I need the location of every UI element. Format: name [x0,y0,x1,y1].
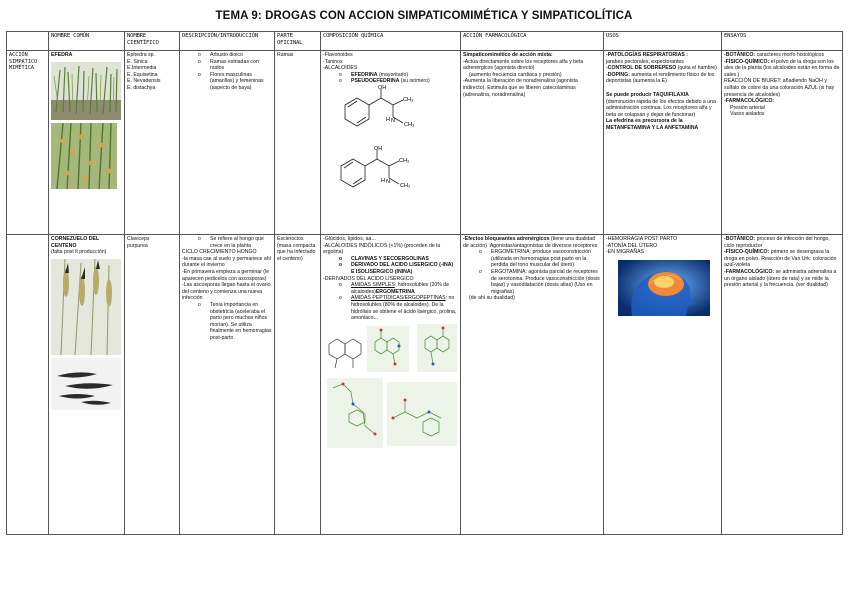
efedra-description-item: o Arbusto dioico [210,52,272,59]
cornezuelo-comp-line: -DERIVADOS DEL ACIDO LISÉRGICO [323,275,414,282]
cornezuelo-desc-list [182,236,272,249]
efedra-scientific-names [125,51,180,235]
section-label: ACCIÓN SIMPATICO MIMÉTICA [7,51,49,235]
header-assays: ENSAYOS [722,32,843,51]
efedra-assay-title: -FÍSICO-QUÍMICO: [724,58,770,65]
efedra-uses-line: jarabes pectorales, expectorantes [606,58,684,65]
efedra-uses-title: Se puede producir TAQUIFILAXIA [606,91,689,98]
pseudoephedrine-n-label: N [386,178,390,185]
header-common-name: NOMBRE COMÚN [49,32,125,51]
cornezuelo-action-item: o ERGOTAMINA: agonista parcial de receptores de serotonina. Produce vasoconstricción (dosis bajas) y vasodilatación (dosis altas) (Uso en migrañas) [491,269,601,295]
ergot-alkaloid-structures [323,322,459,452]
header-chemical-composition: COMPOSICIÓN QUÍMICA [321,32,461,51]
cornezuelo-common-name: CORNEZUELO DEL CENTENO [51,236,100,249]
efedra-uses-line: (disminución rápida de los efectos debido a una administración continua. Los receptores alfa y beta se colapsan y dejan de funcionar) [606,98,716,118]
efedra-description-item: o Ramas estriadas con nudos [210,59,272,72]
efedra-assay-text: el polvo de la droga son los ales de la planta (los alcaloides están en forma de sales ) [724,58,840,78]
efedra-common-name-cell [49,51,125,235]
cornezuelo-assay-text: se administra adrenalina a un órgano aislado (útero de rata) y se mide la presión arterial y la frecuencia. (ver dualidad) [724,268,837,289]
cornezuelo-amide-item [351,295,458,321]
efedra-uses-title: -DOPING: [606,71,630,78]
cornezuelo-assay-title: -FARMACOLÓGICO: [724,268,775,275]
efedra-assay-title: -BOTÁNICO: [724,52,756,58]
cornezuelo-action-tail: (de ahí su dualidad) [469,295,515,302]
cornezuelo-uses [604,235,722,535]
cornezuelo-sci-name: purpurea [127,242,148,249]
amidas-peptidicas-text: : no hidrosolubles (80% de alcaloides). De la hidrólisis se obtiene el ácido lisérgico, prolina, amoniaco... [351,295,457,322]
efedra-sci-name: E. distachya [127,84,156,91]
cornezuelo-assay-title: -FÍSICO-QUÍMICO: [724,249,770,256]
efedra-uses-title: La efedrina es precursora de la METANFETAMINA Y LA ANFETAMINA [606,118,699,131]
cornezuelo-section-cell [7,235,49,535]
efedra-uses-title: -PATOLOGÍAS RESPIRATORIAS : [606,52,688,58]
amidas-peptidicas-label: AMIDAS PEPTÍDICAS/ERGOPEPTINAS [351,295,446,302]
efedra-uses-title: -CONTROL DE SOBREPESO [606,65,677,72]
pseudoephedrine-structure [323,146,433,202]
cornezuelo-comp-line: -Glúcidos, lípidos, aa... [323,236,376,242]
efedra-comp-line: -Taninos [323,58,343,65]
cornezuelo-use: -HEMORRAGIA POST PARTO [606,236,678,242]
header-empty [7,32,49,51]
cornezuelo-sclerotia-photo [51,358,121,410]
ergometrina-label: ERGOMETRINA [375,288,415,295]
efedra-assay-line [724,52,840,59]
header-description: DESCRIPCIÓN/INTRODUCCIÓN [180,32,275,51]
ephedrine-ch3-label: CH₃ [403,96,414,103]
header-uses: USOS [604,32,722,51]
cornezuelo-action-list [463,249,601,295]
efedra-alkaloid-item [351,78,458,85]
efedra-composition [321,51,461,235]
ephedrine-n-label: N [391,117,395,124]
pseudoefedrina-note: (su isómero) [399,78,430,85]
efedra-sci-name: E. Sinica [127,58,148,65]
cornezuelo-alkaloid-list [323,256,458,276]
cornezuelo-scientific-name [125,235,180,535]
efedra-sci-name: E. Nevadensis [127,78,161,85]
efedra-sci-name: Ephedra sp. [127,52,155,58]
efedra-action-line: -Actúa directamente sobre los receptores alfa y beta adrenérgicos (agonista directo) [463,58,584,72]
cornezuelo-desc-item: o Tenía importancia en obstetricia (aceleraba el parto pero muchos niños morían). Se utiliza finalmente en hemorragias post-parto. [210,302,272,342]
cornezuelo-use: -ATONÍA DEL ÚTERO [606,242,658,249]
cornezuelo-assay-line [724,236,840,249]
cornezuelo-common-note: (falta post it producción) [51,249,107,256]
cornezuelo-assay-line [724,269,840,289]
efedra-action [461,51,604,235]
cornezuelo-action-intro [463,236,601,249]
efedra-description-list [182,52,272,92]
efedra-uses-text: (quita el hambre) [676,65,717,72]
amidas-simples-text: : hidrosolubles (20% de alcaloides) [351,282,450,295]
cornezuelo-desc-line: -Las ascosporas llegan hasta el ovario del centeno y comienza una nueva infección [182,282,271,302]
efedra-assay-line: Vasos aislados [730,111,765,118]
efedra-description [180,51,275,235]
pseudoephedrine-ch3-label: CH₃ [399,157,410,164]
efedra-assay-line: Presión arterial [730,104,765,111]
efedra-uses [604,51,722,235]
pseudoefedrina-name: PSEUDOEFEDRINA [351,78,400,85]
cornezuelo-action-text: (tiene una dualidad de acción) :Agonistas/antagonistas de diversos receptores [463,236,598,249]
cornezuelo-desc-list-2 [182,302,272,342]
efedra-official-part: Ramas [275,51,321,235]
efedra-action-title: Simpaticomimético de acción mixta: [463,52,553,58]
cornezuelo-sci-name: Claviceps [127,236,150,242]
header-row [7,32,843,51]
cornezuelo-assay-line [724,249,840,269]
efedra-assay-title: -FARMACOLÓGICO: [724,98,775,105]
row-cornezuelo [7,235,843,535]
cornezuelo-desc-item: o Se refiere al hongo que crece en la planta [210,236,272,249]
cornezuelo-action [461,235,604,535]
header-pharmacological-action: ACCIÓN FARMACOLÓGICA [461,32,604,51]
cornezuelo-assays [722,235,843,535]
cornezuelo-composition [321,235,461,535]
row-efedra [7,51,843,235]
efedra-assay-line [724,59,840,79]
efedra-assay-line: REACCIÓN DE BIURET: añadiendo NaOH y sulfato de cobre da una coloración AZUL (si hay presencia de alcaloides) [724,78,835,98]
efedrina-note: (mayoritario) [377,71,409,78]
brain-head-image [618,260,710,316]
cornezuelo-use: -EN MIGRAÑAS [606,249,645,256]
cornezuelo-rye-photo [51,259,121,355]
efedra-sci-name: E. Equisetina [127,71,158,78]
cornezuelo-desc-line: CICLO CRECIMIENTO HONGO [182,249,257,256]
amidas-simples-label: AMIDAS SIMPLES [351,282,395,289]
efedra-sci-name: E.Intermedia [127,65,157,72]
efedra-uses-line [606,72,719,85]
efedra-action-line: -Aumenta la liberación de noradrenalina (agonista indirecto). Estimula que se liberen catecolaminas (adrenalina, noradrenalina) [463,78,578,98]
ephedrine-nch3-label: CH₃ [404,121,415,128]
cornezuelo-action-item: o ERGOMETRINA: produce vasoconstricción (utilizada en hemorragias post parto en la perdida del tono muscular del útero) [491,249,601,269]
efedra-assay-text: caracteres morfo histológicos [755,52,825,58]
cornezuelo-desc-line: -la masa cae al suelo y permanece ahí durante el invierno [182,255,272,269]
ephedrine-h-label: H [386,116,390,123]
cornezuelo-assay-text: primero se desengrasa la droga en polvo. Reacción de Van Urk: coloración azul-violeta [724,249,837,269]
efedra-plant-photo-1 [51,62,121,120]
efedra-comp-line: -ALCALOIDES [323,65,358,72]
efedra-plant-photo-2 [51,123,117,189]
cornezuelo-assay-title: -BOTÁNICO: [724,236,756,242]
efedra-uses-line [606,65,719,72]
cornezuelo-alkaloid-item: o DERIVADO DEL ACIDO LISERGICO (-INA) E ISOLISÉRGICO (ININA) [351,262,458,275]
efedra-alkaloid-list [323,72,458,85]
cornezuelo-common-name-cell [49,235,125,535]
page-title: TEMA 9: DROGAS CON ACCION SIMPATICOMIMÉTICA Y SIMPATICOLÍTICA [215,10,633,22]
cornezuelo-comp-line: -ALCALOIDES INDÓLICOS (<1%) (proceden de la ergolina) [323,242,441,256]
ephedrine-structure [323,85,433,143]
cornezuelo-amide-list [323,282,458,322]
cornezuelo-official-part: Esclerocios (masa compacta que ha infectado el centeno) [275,235,321,535]
pseudoephedrine-nch3-label: CH₃ [400,182,411,189]
cornezuelo-assay-text: proceso de infección del hongo, ciclo reproductor [724,236,830,249]
ephedrine-oh-label: OH [378,84,387,91]
efedrina-name: EFEDRINA [351,71,378,78]
efedra-description-item: o Flores masculinas (amarillas) y femeninas (aspecto de baya) [210,72,272,92]
efedra-alkaloid-item [351,72,458,79]
cornezuelo-desc-line: -En primavera empieza a germinar (le aparecen pedicelos con ascosporas) [182,268,270,282]
cornezuelo-action-title: -Efectos bloqueantes adrenérgicos [463,236,550,242]
cornezuelo-description [180,235,275,535]
cornezuelo-alkaloid-item: o CLAVINAS Y SECOERGOLINAS [351,256,458,263]
efedra-common-name: EFEDRA [51,52,73,58]
pseudoephedrine-oh-label: OH [374,145,383,152]
efedra-assays [722,51,843,235]
efedra-action-line: (aumento frecuencia cardiaca y presión) [469,71,562,78]
efedra-uses-text: aumenta el rendimiento físico de los deportistas (aumenta la E) [606,71,715,85]
efedra-comp-line: -Flavonoides [323,52,353,58]
cornezuelo-amide-item [351,282,458,295]
header-scientific-name: NOMBRE CIENTÍFICO [125,32,180,51]
pseudoephedrine-h-label: H [381,177,385,184]
drug-table [6,31,843,535]
header-official-part: PARTE OFICINAL [275,32,321,51]
